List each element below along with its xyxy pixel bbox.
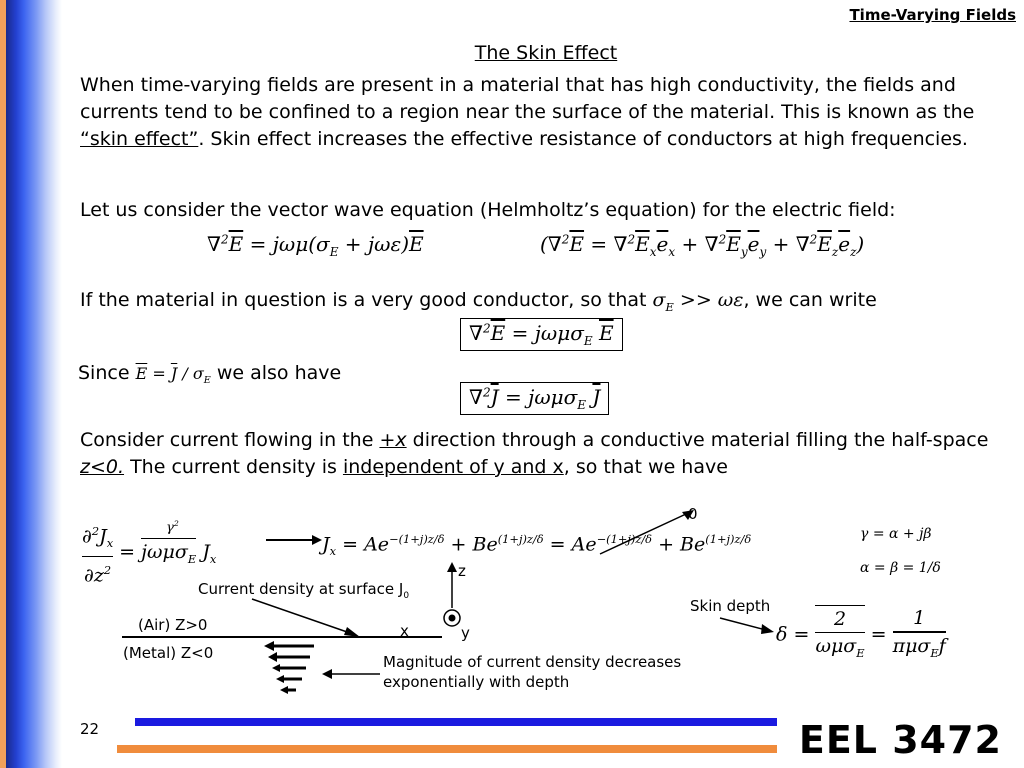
metal-region-label: (Metal) Z<0 bbox=[123, 644, 214, 662]
current-density-solution: $J_x = Ae^{-(1+j)z/\delta} + Be^{(1+j)z/\delta} = Ae^{-(1+j)z/\delta} + Be^{(1+j)z/\delta}$ bbox=[322, 532, 752, 559]
current-decay-arrows bbox=[262, 640, 322, 696]
since-text-a: Since bbox=[78, 362, 130, 384]
since-text-b: we also have bbox=[216, 362, 342, 384]
z-axis-label: z bbox=[458, 562, 466, 580]
air-region-label: (Air) Z>0 bbox=[138, 616, 208, 634]
skin-depth-equation: δ = 2 ωμσ$_E$ = 1 πμσ$_E$f bbox=[776, 605, 946, 666]
current-differential-equation: $\frac{\partial^2J_x}{\partial z^2}$ = $\gamma^2$ jωμσ$_E$ $J_x$ bbox=[82, 519, 217, 587]
helmholtz-equation: $\nabla^2\overline{E} = j\omega\mu(\sigma_E + j\omega\varepsilon)\overline{E}$ bbox=[207, 232, 424, 259]
independence-term: independent of y and x bbox=[342, 456, 564, 478]
intro-text-a: When time-varying fields are present in a material that has high conductivity, the fields and currents tend to be confined to a region near the surface of the material. This is known as the bbox=[80, 74, 975, 123]
conductor-condition: $\sigma_E >> \omega\varepsilon$ bbox=[652, 289, 744, 314]
e-field-diffusion-equation: $\nabla^2\overline{E} = j\omega\mu\sigma_E$ $\overline{E}$ bbox=[460, 318, 623, 351]
j-field-diffusion-equation: $\nabla^2\overline{J} = j\omega\mu\sigma_E$ $\overline{J}$ bbox=[460, 382, 609, 415]
gamma-relation: γ = α + jβ bbox=[860, 526, 932, 542]
surface-current-subscript: 0 bbox=[403, 591, 410, 601]
footer-bar-orange bbox=[117, 745, 777, 753]
skin-depth-arrow bbox=[718, 614, 778, 638]
x-axis-label: x bbox=[400, 622, 409, 640]
laplacian-expansion-equation: $(\nabla^2\overline{E} = \nabla^2\overline{E}_x\overline{e}_x + \nabla^2\overline{E}_y\overline{e}_y + \nabla^2\overline{E}_z\overline{e}_z)$ bbox=[540, 232, 865, 259]
current-text-d: , so that we have bbox=[563, 456, 728, 478]
intro-text-b: . Skin effect increases the effective resistance of conductors at high frequencies. bbox=[198, 128, 968, 150]
coordinate-axes bbox=[440, 560, 470, 630]
solution-arrow bbox=[264, 530, 324, 550]
decay-pointer-arrow bbox=[318, 664, 384, 684]
current-text-c: The current density is bbox=[124, 456, 343, 478]
surface-line bbox=[122, 636, 442, 638]
half-space-term: z<0. bbox=[80, 456, 125, 478]
paragraph-current-flow bbox=[80, 427, 1020, 481]
skin-effect-term: “skin effect” bbox=[80, 128, 199, 150]
decay-label: Magnitude of current density decreases exponentially with depth bbox=[383, 653, 682, 691]
skin-depth-label: Skin depth bbox=[690, 597, 771, 615]
decorative-sidebar bbox=[0, 0, 62, 768]
ohms-law-relation: $\overline{E} = \overline{J} / \sigma_E$ bbox=[135, 364, 211, 387]
good-conductor-text-a: If the material in question is a very good conductor, so that bbox=[80, 289, 647, 311]
surface-current-text: Current density at surface J bbox=[198, 580, 404, 598]
page-number: 22 bbox=[80, 720, 100, 738]
y-axis-label: y bbox=[461, 624, 470, 642]
direction-term: +x bbox=[379, 429, 407, 451]
since-line bbox=[78, 360, 478, 394]
course-code: EEL 3472 bbox=[798, 718, 1002, 762]
paragraph-good-conductor bbox=[80, 287, 1020, 321]
zero-label: 0 bbox=[688, 505, 698, 523]
paragraph-intro bbox=[80, 72, 1020, 153]
header-title: Time-Varying Fields bbox=[849, 6, 1016, 24]
footer-bar-blue bbox=[135, 718, 777, 726]
alpha-beta-relation: α = β = 1/δ bbox=[860, 560, 941, 576]
surface-pointer-arrow bbox=[250, 595, 370, 640]
current-text-b: direction through a conductive material filling the half-space bbox=[406, 429, 989, 451]
slide-title: The Skin Effect bbox=[474, 42, 618, 64]
paragraph-helmholtz: Let us consider the vector wave equation (Helmholtz’s equation) for the electric field: bbox=[80, 199, 896, 221]
current-text-a: Consider current flowing in the bbox=[80, 429, 380, 451]
good-conductor-text-b: , we can write bbox=[743, 289, 877, 311]
